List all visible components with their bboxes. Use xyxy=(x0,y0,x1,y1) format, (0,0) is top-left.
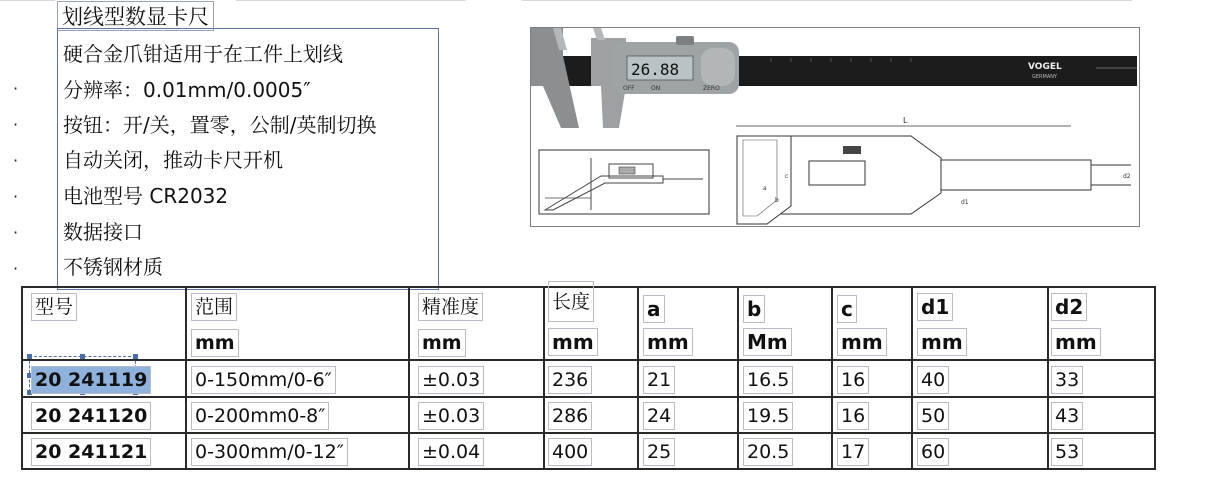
table-cell-model: 20 241120 xyxy=(31,402,151,430)
spec-table xyxy=(21,286,1156,470)
unit-range: mm xyxy=(191,329,239,357)
table-cell-model[interactable]: 20 241119 xyxy=(31,366,151,394)
top-guide-left xyxy=(0,0,55,1)
table-cell: 286 xyxy=(548,402,592,430)
table-divider xyxy=(408,288,410,468)
header-a: a xyxy=(643,295,665,323)
header-model: 型号 xyxy=(31,293,77,321)
unit-d1: mm xyxy=(917,328,967,356)
feature-text: 分辨率：0.01mm/0.0005″ xyxy=(63,78,311,102)
feature-text: 数据接口 xyxy=(63,220,143,244)
header-accuracy: 精准度 xyxy=(418,293,483,321)
header-d1: d1 xyxy=(917,293,953,321)
table-divider xyxy=(543,288,545,468)
table-cell: 43 xyxy=(1051,402,1083,430)
table-divider xyxy=(737,288,739,468)
feature-item xyxy=(63,77,311,103)
unit-accuracy: mm xyxy=(418,329,466,357)
unit-d2: mm xyxy=(1051,328,1101,356)
table-cell: 0-300mm/0-12″ xyxy=(191,438,348,466)
button-label: OFF xyxy=(623,85,635,92)
table-cell: 24 xyxy=(643,402,675,430)
bullet-icon: · xyxy=(13,115,19,134)
table-divider xyxy=(911,288,913,468)
bullet-icon: · xyxy=(13,79,19,98)
table-cell: 16 xyxy=(837,366,869,394)
bullet-icon: · xyxy=(13,151,19,170)
top-guide-mid xyxy=(236,0,466,1)
resize-handle[interactable] xyxy=(133,354,138,359)
table-cell: 33 xyxy=(1051,366,1083,394)
feature-text: 按钮：开/关，置零，公制/英制切换 xyxy=(63,113,377,137)
button-label: ZERO xyxy=(703,85,720,92)
feature-text: 不锈钢材质 xyxy=(63,255,163,279)
feature-item xyxy=(63,112,376,138)
dim-label: c xyxy=(785,173,789,180)
bullet-icon: · xyxy=(13,223,19,242)
table-cell: 40 xyxy=(917,366,949,394)
table-cell: ±0.04 xyxy=(418,438,484,466)
table-divider xyxy=(23,359,1154,361)
dim-label: a xyxy=(763,185,767,192)
bullet-icon: · xyxy=(13,259,19,278)
table-divider xyxy=(637,288,639,468)
page-title[interactable]: 划线型数显卡尺 xyxy=(57,1,214,31)
table-divider xyxy=(1047,288,1049,468)
table-cell: 25 xyxy=(643,438,675,466)
button-label: ON xyxy=(651,85,661,92)
header-length: 长度 xyxy=(548,281,594,322)
unit-length: mm xyxy=(548,328,598,356)
table-divider xyxy=(23,432,1154,434)
resize-handle[interactable] xyxy=(27,354,32,359)
table-cell-model: 20 241121 xyxy=(31,438,151,466)
table-cell: 50 xyxy=(917,402,949,430)
table-cell: ±0.03 xyxy=(418,366,484,394)
dim-label: b xyxy=(775,197,779,204)
top-guide-right xyxy=(522,0,1132,1)
table-cell: 16.5 xyxy=(743,366,793,394)
table-cell: 21 xyxy=(643,366,675,394)
table-divider xyxy=(185,288,187,468)
unit-c: mm xyxy=(837,328,887,356)
header-c: c xyxy=(837,295,857,323)
product-image[interactable] xyxy=(530,27,1140,227)
caliper-photo xyxy=(531,28,1137,128)
feature-item xyxy=(63,183,228,209)
feature-text: 电池型号 CR2032 xyxy=(63,184,229,208)
table-cell: 236 xyxy=(548,366,592,394)
bullet-icon: · xyxy=(13,187,19,206)
header-d2: d2 xyxy=(1051,293,1087,321)
table-cell: 0-200mm0-8″ xyxy=(191,402,329,430)
table-cell: ±0.03 xyxy=(418,402,484,430)
unit-a: mm xyxy=(643,328,693,356)
table-cell: 17 xyxy=(837,438,869,466)
table-cell: 53 xyxy=(1051,438,1083,466)
feature-item xyxy=(63,41,343,67)
caliper-illustration xyxy=(531,28,1140,227)
dim-label: L xyxy=(903,116,908,125)
feature-item xyxy=(63,147,283,173)
header-range: 范围 xyxy=(191,293,237,321)
table-divider xyxy=(831,288,833,468)
dim-label: d1 xyxy=(961,199,969,206)
unit-b: Mm xyxy=(743,328,792,356)
brand-sub: GERMANY xyxy=(1032,74,1058,80)
dim-label: d2 xyxy=(1123,173,1131,180)
table-cell: 16 xyxy=(837,402,869,430)
scribing-detail-drawing xyxy=(539,150,709,214)
table-divider xyxy=(23,396,1154,398)
dimension-drawing xyxy=(736,116,1131,224)
header-b: b xyxy=(743,295,765,323)
table-cell: 60 xyxy=(917,438,949,466)
feature-text: 自动关闭，推动卡尺开机 xyxy=(63,148,283,172)
table-cell: 0-150mm/0-6″ xyxy=(191,366,336,394)
brand-logo: VOGEL xyxy=(1028,62,1062,72)
feature-item xyxy=(63,219,143,245)
table-cell: 20.5 xyxy=(743,438,793,466)
feature-text: 硬合金爪钳适用于在工件上划线 xyxy=(63,42,343,66)
table-cell: 400 xyxy=(548,438,592,466)
lcd-readout: 26.88 xyxy=(631,60,680,79)
feature-item xyxy=(63,254,163,280)
resize-handle[interactable] xyxy=(80,354,85,359)
table-cell: 19.5 xyxy=(743,402,793,430)
